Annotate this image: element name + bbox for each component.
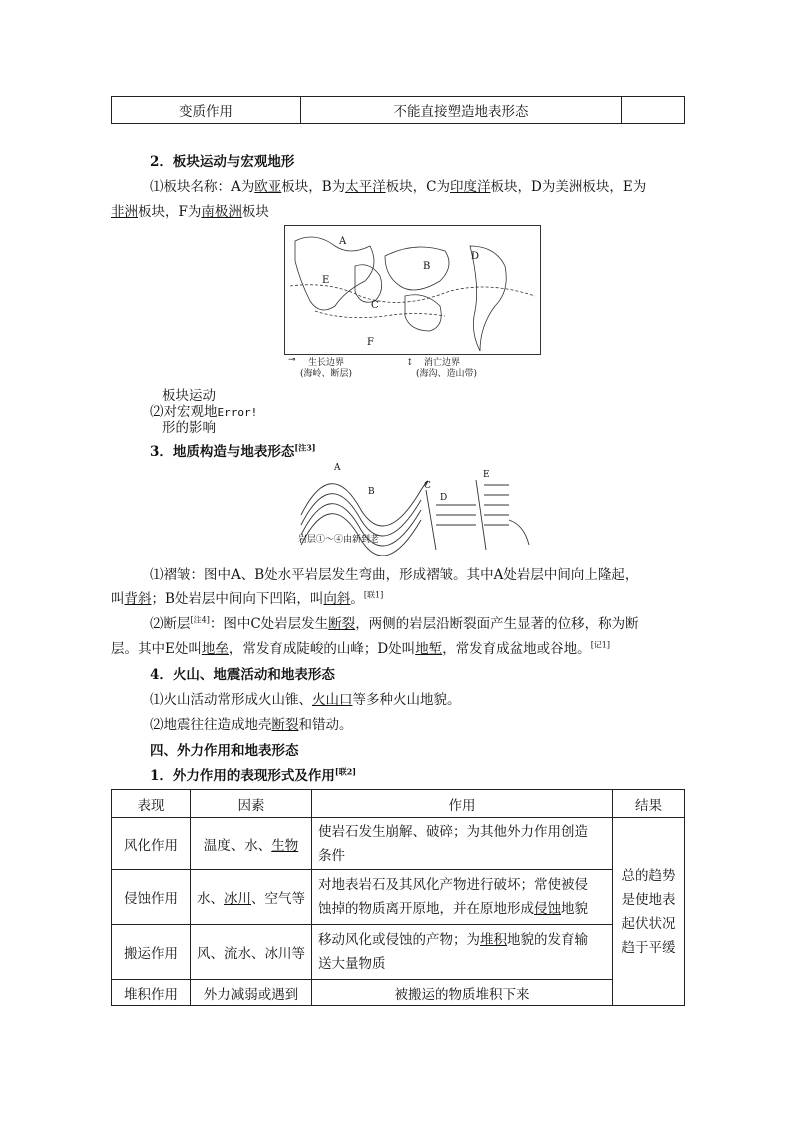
external-forces-table xyxy=(111,789,685,1006)
subduction-boundary-icon: ↕ xyxy=(406,358,414,368)
header-effect: 作用 xyxy=(312,790,613,818)
geology-drawing xyxy=(296,460,532,556)
header-result: 结果 xyxy=(613,790,685,818)
text: 、空气等 xyxy=(251,891,305,907)
table-row xyxy=(112,818,685,870)
text: 和错动。 xyxy=(298,717,353,733)
fig-label-b: B xyxy=(368,487,375,497)
row-form: 堆积作用 xyxy=(112,980,191,1006)
text: 条件 xyxy=(318,847,345,864)
text: 蚀掉的物质离开原地，并在原地形成 xyxy=(318,901,534,917)
row-factor: 风、流水、冰川等 xyxy=(191,925,312,980)
fault-word: 断裂 xyxy=(328,616,356,632)
legend-subduct: 消亡边界 xyxy=(424,358,461,368)
text: 地貌的发育输 xyxy=(507,932,588,948)
map-legend xyxy=(288,355,538,379)
plate-f: 南极洲 xyxy=(201,204,242,220)
text: 板块，B为 xyxy=(281,179,346,195)
crater: 火山口 xyxy=(312,692,353,708)
fault-paragraph-line1 xyxy=(150,612,639,632)
fig-label-a: A xyxy=(334,463,341,473)
fig-label-d: D xyxy=(440,493,448,503)
legend-growth-sub: (海岭、断层) xyxy=(300,369,353,379)
text: ⑵对宏观地 xyxy=(150,404,218,420)
text: 等多种火山地貌。 xyxy=(352,692,461,708)
table-header-row xyxy=(112,790,685,818)
fig-caption: 岩层①～④由新到老 xyxy=(298,535,380,545)
syncline: 向斜 xyxy=(323,591,351,607)
text: 3．地质构造与地表形态 xyxy=(150,444,295,460)
plate-names-line1 xyxy=(150,175,646,195)
text: 板块，D为美洲板块，E为 xyxy=(490,179,647,195)
plate-a: 欧亚 xyxy=(254,179,282,195)
text: ，常发育成盆地或谷地。 xyxy=(442,641,591,657)
table-row xyxy=(112,925,685,980)
text: 1．外力作用的表现形式及作用 xyxy=(150,768,335,784)
table-row xyxy=(112,870,685,925)
volcano-line xyxy=(150,688,461,708)
map-label-b: B xyxy=(423,261,431,272)
row-effect xyxy=(312,925,613,980)
map-label-c: C xyxy=(371,300,379,311)
text: 移动风化或侵蚀的产物；为 xyxy=(318,932,480,948)
text: 叫 xyxy=(111,591,125,607)
map-label-a: A xyxy=(339,236,347,247)
anticline: 背斜 xyxy=(124,591,152,607)
text: 地貌 xyxy=(561,901,588,917)
header-form: 表现 xyxy=(112,790,191,818)
text: 水、 xyxy=(197,891,224,907)
text: 板块，C为 xyxy=(385,179,451,195)
row-effect: 被搬运的物质堆积下来 xyxy=(312,980,613,1006)
row-factor xyxy=(191,818,312,870)
text: 温度、水、 xyxy=(203,837,272,854)
row-form: 侵蚀作用 xyxy=(112,870,191,925)
header-factor: 因素 xyxy=(191,790,312,818)
plate-c: 印度洋 xyxy=(450,179,491,195)
top-table-col2: 不能直接塑造地表形态 xyxy=(301,97,622,124)
section2-heading: 2．板块运动与宏观地形 xyxy=(150,154,295,170)
note: [注3] xyxy=(294,442,316,453)
plate-e: 非洲 xyxy=(111,204,138,220)
break-word: 断裂 xyxy=(271,717,299,733)
result-line: 总的趋势 xyxy=(621,867,676,884)
legend-subduct-sub: (海沟、造山带) xyxy=(416,369,478,379)
note: [联1] xyxy=(363,590,384,600)
text: 。 xyxy=(350,591,364,607)
top-table xyxy=(111,96,685,124)
result-line: 趋于平缓 xyxy=(621,939,676,956)
fold-paragraph-line2 xyxy=(111,587,383,607)
earthquake-line xyxy=(150,713,353,733)
growth-boundary-icon: ⊸ xyxy=(288,355,296,365)
factor-underlined: 冰川 xyxy=(224,891,251,907)
text: ⑴板块名称：A为 xyxy=(150,179,255,195)
fig-label-e: E xyxy=(483,470,490,480)
section3-heading xyxy=(150,440,316,460)
plate-effect-line1: 板块运动 xyxy=(162,388,216,404)
fold-paragraph-line1: ⑴褶皱：图中A、B处水平岩层发生弯曲，形成褶皱。其中A处岩层中间向上隆起， xyxy=(150,567,639,583)
result-line: 是使地表 xyxy=(621,891,676,908)
external-forces-heading xyxy=(150,764,356,784)
text: 层。其中E处叫 xyxy=(111,641,202,657)
result-line: 起伏状况 xyxy=(621,915,676,932)
section5-heading: 四、外力作用和地表形态 xyxy=(150,743,299,759)
fault-paragraph-line2 xyxy=(111,637,610,657)
text: ：图中C处岩层发生 xyxy=(209,616,329,632)
section4-heading: 4．火山、地震活动和地表形态 xyxy=(150,667,335,683)
note: [联2] xyxy=(334,766,357,777)
plate-b: 太平洋 xyxy=(345,179,386,195)
legend-growth: 生长边界 xyxy=(308,358,345,368)
plate-effect-line3: 形的影响 xyxy=(162,420,216,436)
geology-figure xyxy=(296,460,532,556)
text: 对地表岩石及其风化产物进行破坏；常使被侵 xyxy=(318,877,588,893)
note: [记1] xyxy=(590,640,611,650)
text: 使岩石发生崩解、破碎；为其他外力作用创造 xyxy=(318,823,588,840)
note: [注4] xyxy=(190,615,210,625)
table-row xyxy=(112,980,685,1006)
top-table-col1: 变质作用 xyxy=(112,97,301,124)
text: ，常发育成陡峻的山峰；D处叫 xyxy=(228,641,416,657)
text: 板块 xyxy=(241,204,269,220)
plate-map xyxy=(284,225,541,355)
result-cell xyxy=(613,818,685,1006)
row-form: 搬运作用 xyxy=(112,925,191,980)
text: ⑵地震往往造成地壳 xyxy=(150,717,272,733)
row-effect xyxy=(312,818,613,870)
text: 送大量物质 xyxy=(318,956,386,972)
map-label-e: E xyxy=(322,275,330,286)
effect-underlined: 堆积 xyxy=(480,932,507,948)
plate-names-line2 xyxy=(111,200,269,220)
text: ；B处岩层中间向下凹陷，叫 xyxy=(151,591,324,607)
top-table-col3 xyxy=(622,97,685,124)
row-form: 风化作用 xyxy=(112,818,191,870)
plate-map-drawing xyxy=(285,226,540,354)
row-factor xyxy=(191,870,312,925)
fig-label-c: C xyxy=(424,481,431,491)
text: ，两侧的岩层沿断裂面产生显著的位移，称为断 xyxy=(355,616,639,632)
error-text: Error! xyxy=(217,406,258,419)
text: ⑵断层 xyxy=(150,616,191,632)
map-label-d: D xyxy=(471,251,480,262)
effect-underlined: 侵蚀 xyxy=(534,901,561,917)
map-label-f: F xyxy=(367,337,374,348)
row-factor: 外力减弱或遇到 xyxy=(191,980,312,1006)
text: ⑴火山活动常形成火山锥、 xyxy=(150,692,312,708)
horst: 地垒 xyxy=(201,641,229,657)
text: 板块，F为 xyxy=(138,204,202,220)
row-effect xyxy=(312,870,613,925)
graben: 地堑 xyxy=(415,641,443,657)
factor-underlined: 生物 xyxy=(271,837,299,854)
